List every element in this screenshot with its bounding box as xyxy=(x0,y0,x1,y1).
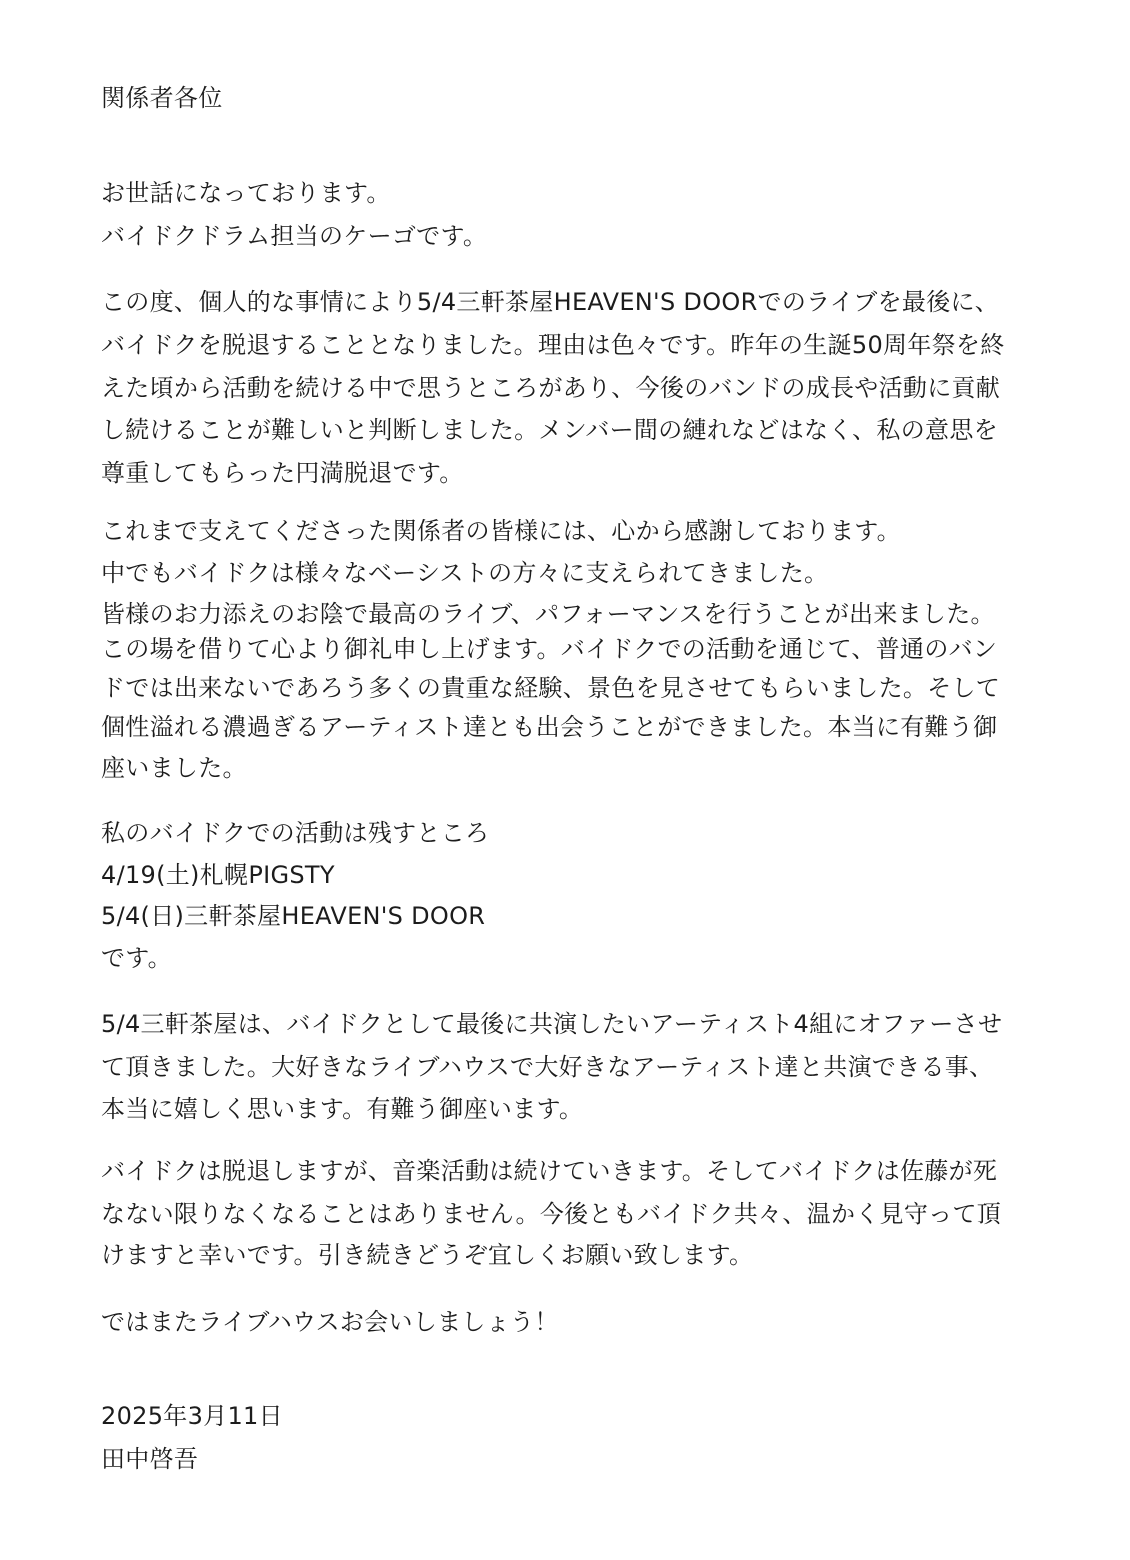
final-show-line: 5/4三軒茶屋は、バイドクとして最後に共演したいアーティスト4組にオファーさせ xyxy=(101,1010,1003,1038)
thanks-line: 個性溢れる濃過ぎるアーティスト達とも出会うことができました。本当に有難う御 xyxy=(101,713,998,741)
schedule-line: 4/19(土)札幌PIGSTY xyxy=(101,861,335,889)
thanks-line: 皆様のお力添えのお陰で最高のライブ、パフォーマンスを行うことが出来ました。 xyxy=(101,600,995,628)
announcement-line: バイドクを脱退することとなりました。理由は色々です。昨年の生誕50周年祭を終 xyxy=(101,331,1005,359)
thanks-line: 座いました。 xyxy=(101,754,247,782)
greeting-line: お世話になっております。 xyxy=(101,179,391,207)
salutation: 関係者各位 xyxy=(101,84,223,112)
future-line: バイドクは脱退しますが、音楽活動は続けていきます。そしてバイドクは佐藤が死 xyxy=(101,1157,998,1185)
future-line: なない限りなくなることはありません。今後ともバイドク共々、温かく見守って頂 xyxy=(101,1200,1002,1228)
thanks-line: これまで支えてくださった関係者の皆様には、心から感謝しております。 xyxy=(101,517,901,545)
announcement-line: この度、個人的な事情により5/4三軒茶屋HEAVEN'S DOORでのライブを最後に、 xyxy=(101,288,1000,316)
announcement-line: し続けることが難しいと判断しました。メンバー間の縺れなどはなく、私の意思を xyxy=(101,416,998,444)
thanks-line: この場を借りて心より御礼申し上げます。バイドクでの活動を通じて、普通のバン xyxy=(101,635,998,663)
announcement-line: 尊重してもらった円満脱退です。 xyxy=(101,459,464,487)
letter-date: 2025年3月11日 xyxy=(101,1402,283,1430)
future-line: けますと幸いです。引き続きどうぞ宜しくお願い致します。 xyxy=(101,1241,754,1269)
thanks-line: 中でもバイドクは様々なベーシストの方々に支えられてきました。 xyxy=(101,559,829,587)
announcement-line: えた頃から活動を続ける中で思うところがあり、今後のバンドの成長や活動に貢献 xyxy=(101,374,1001,402)
final-show-line: て頂きました。大好きなライブハウスで大好きなアーティスト達と共演できる事、 xyxy=(101,1053,994,1081)
signature: 田中啓吾 xyxy=(101,1445,199,1473)
schedule-line: です。 xyxy=(101,944,172,972)
final-show-line: 本当に嬉しく思います。有難う御座います。 xyxy=(101,1095,584,1123)
schedule-line: 5/4(日)三軒茶屋HEAVEN'S DOOR xyxy=(101,902,486,930)
schedule-line: 私のバイドクでの活動は残すところ xyxy=(101,819,490,847)
thanks-line: ドでは出来ないであろう多くの貴重な経験、景色を見させてもらいました。そして xyxy=(101,674,1001,702)
greeting-line: バイドクドラム担当のケーゴです。 xyxy=(101,222,488,250)
closing-line: ではまたライブハウスお会いしましょう！ xyxy=(101,1308,559,1336)
